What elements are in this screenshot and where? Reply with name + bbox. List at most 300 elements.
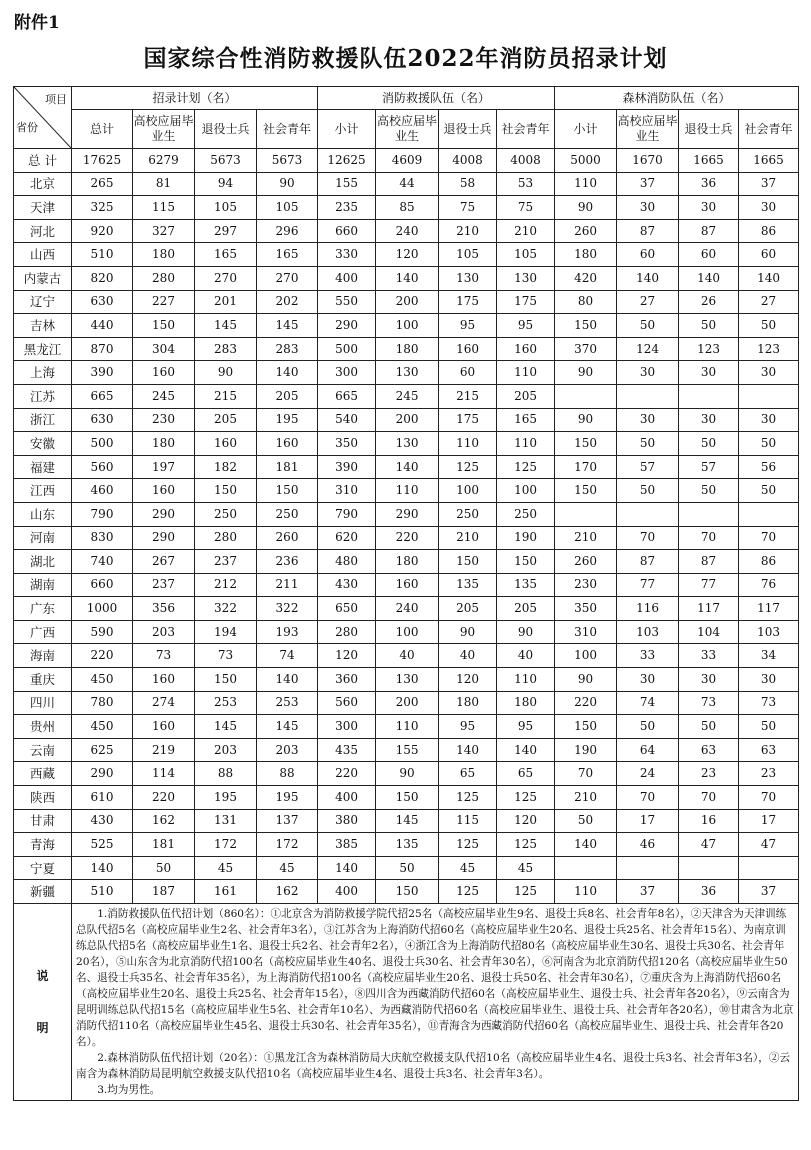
value-cell: 95: [497, 314, 555, 338]
value-cell: 135: [497, 573, 555, 597]
province-cell: 广东: [14, 597, 72, 621]
value-cell: 70: [739, 786, 799, 810]
notes-content: [72, 904, 799, 1101]
value-cell: 180: [555, 243, 617, 267]
value-cell: 33: [617, 644, 679, 668]
value-cell: 162: [257, 880, 318, 904]
province-cell: 上海: [14, 361, 72, 385]
value-cell: 140: [257, 361, 318, 385]
value-cell: 60: [439, 361, 497, 385]
province-cell: 湖北: [14, 550, 72, 574]
table-row: [14, 762, 799, 786]
group-header: 招录计划（名）: [72, 87, 318, 110]
value-cell: 150: [555, 479, 617, 503]
table-row: [14, 361, 799, 385]
value-cell: 17625: [72, 149, 133, 173]
table-row: [14, 479, 799, 503]
table-row: [14, 502, 799, 526]
value-cell: 86: [739, 219, 799, 243]
value-cell: 44: [376, 172, 439, 196]
value-cell: 260: [555, 219, 617, 243]
value-cell: [617, 502, 679, 526]
value-cell: 94: [195, 172, 257, 196]
sub-header: 社会青年: [739, 110, 799, 149]
value-cell: 630: [72, 408, 133, 432]
value-cell: 283: [195, 337, 257, 361]
value-cell: 1670: [617, 149, 679, 173]
value-cell: 145: [195, 314, 257, 338]
value-cell: 290: [318, 314, 376, 338]
value-cell: [555, 384, 617, 408]
value-cell: 125: [439, 833, 497, 857]
value-cell: 57: [679, 455, 739, 479]
value-cell: 172: [257, 833, 318, 857]
province-cell: 云南: [14, 738, 72, 762]
value-cell: 75: [497, 196, 555, 220]
value-cell: 356: [133, 597, 195, 621]
value-cell: 780: [72, 691, 133, 715]
value-cell: 90: [257, 172, 318, 196]
value-cell: 145: [376, 809, 439, 833]
value-cell: 525: [72, 833, 133, 857]
value-cell: 215: [195, 384, 257, 408]
value-cell: [739, 384, 799, 408]
value-cell: 240: [376, 597, 439, 621]
value-cell: 260: [555, 550, 617, 574]
value-cell: 100: [376, 314, 439, 338]
province-cell: 青海: [14, 833, 72, 857]
value-cell: 150: [555, 715, 617, 739]
value-cell: 219: [133, 738, 195, 762]
table-row: [14, 219, 799, 243]
value-cell: 230: [133, 408, 195, 432]
value-cell: 240: [376, 219, 439, 243]
value-cell: 203: [257, 738, 318, 762]
value-cell: 110: [376, 715, 439, 739]
value-cell: 830: [72, 526, 133, 550]
value-cell: 165: [257, 243, 318, 267]
value-cell: 161: [195, 880, 257, 904]
value-cell: 920: [72, 219, 133, 243]
table-row: [14, 550, 799, 574]
value-cell: 160: [439, 337, 497, 361]
value-cell: 250: [257, 502, 318, 526]
value-cell: 50: [679, 432, 739, 456]
value-cell: 50: [679, 314, 739, 338]
value-cell: 210: [555, 526, 617, 550]
value-cell: 125: [439, 880, 497, 904]
value-cell: 180: [133, 432, 195, 456]
value-cell: 205: [257, 384, 318, 408]
value-cell: 175: [497, 290, 555, 314]
value-cell: 435: [318, 738, 376, 762]
value-cell: 155: [376, 738, 439, 762]
sub-header: 小计: [555, 110, 617, 149]
value-cell: 70: [617, 526, 679, 550]
table-row: [14, 337, 799, 361]
value-cell: 120: [318, 644, 376, 668]
value-cell: 27: [739, 290, 799, 314]
province-cell: 山西: [14, 243, 72, 267]
value-cell: 87: [679, 550, 739, 574]
value-cell: 160: [133, 479, 195, 503]
sub-header: 退役士兵: [195, 110, 257, 149]
value-cell: 30: [617, 408, 679, 432]
value-cell: 90: [555, 361, 617, 385]
value-cell: 325: [72, 196, 133, 220]
value-cell: 440: [72, 314, 133, 338]
value-cell: 322: [195, 597, 257, 621]
value-cell: 87: [679, 219, 739, 243]
table-row: [14, 715, 799, 739]
value-cell: 4008: [497, 149, 555, 173]
value-cell: 40: [497, 644, 555, 668]
value-cell: 181: [257, 455, 318, 479]
value-cell: 165: [195, 243, 257, 267]
province-cell: 广西: [14, 620, 72, 644]
value-cell: 105: [497, 243, 555, 267]
value-cell: 560: [318, 691, 376, 715]
value-cell: 50: [133, 856, 195, 880]
value-cell: 125: [497, 786, 555, 810]
value-cell: 70: [679, 526, 739, 550]
value-cell: 430: [318, 573, 376, 597]
value-cell: 540: [318, 408, 376, 432]
province-cell: 重庆: [14, 668, 72, 692]
value-cell: 30: [617, 361, 679, 385]
value-cell: 380: [318, 809, 376, 833]
value-cell: 130: [439, 266, 497, 290]
province-cell: 江苏: [14, 384, 72, 408]
note-paragraph: 1.消防救援队伍代招计划（860名）：①北京含为消防救援学院代招25名（高校应届毕业生9名、退役士兵8名、社会青年8名），②天津含为天津训练总队代招5名（高校应届毕业生2名、社会青年3名），③江苏含为上海消防代招60名（高校应届毕业生20名、退役士兵25名、社会青年15名）、为南京训练总队代招5名（高校应届毕业生1名、退役士兵2名、社会青年2名），④浙江含为上海消防代招80名（高校应届毕业生30名、退役士兵30名、社会青年20名），⑤山东含为北京消防代招100名（高校应届毕业生40名、退役士兵30名、社会青年30名），⑥河南含为北京消防代招120名（高校应届毕业生50名、退役士兵35名、社会青年35名），为上海消防代招100名（高校应届毕业生20名、退役士兵50名、社会青年30名），⑦重庆含为上海消防代招60名（高校应届毕业生20名、退役士兵25名、社会青年15名），⑧四川含为西藏消防代招60名（高校应届毕业生、退役士兵、社会青年各20名），⑨云南含为昆明训练总队代招15名（高校应届毕业生5名、社会青年10名）、为西藏消防代招60名（高校应届毕业生、退役士兵、社会青年各20名），⑩甘肃含为北京消防代招110名（高校应届毕业生45名、退役士兵30名、社会青年35名），⑪青海含为西藏消防代招60名（高校应届毕业生、退役士兵、社会青年各20名）。: [76, 908, 794, 1048]
value-cell: 117: [679, 597, 739, 621]
attachment-label: 附件1: [14, 13, 60, 33]
value-cell: 140: [497, 738, 555, 762]
table-row: [14, 172, 799, 196]
value-cell: 160: [195, 432, 257, 456]
value-cell: 145: [195, 715, 257, 739]
value-cell: 124: [617, 337, 679, 361]
value-cell: 297: [195, 219, 257, 243]
value-cell: 24: [617, 762, 679, 786]
value-cell: 23: [679, 762, 739, 786]
value-cell: 58: [439, 172, 497, 196]
value-cell: 140: [739, 266, 799, 290]
value-cell: 300: [318, 361, 376, 385]
province-cell: 山东: [14, 502, 72, 526]
value-cell: 187: [133, 880, 195, 904]
table-row: [14, 455, 799, 479]
value-cell: 327: [133, 219, 195, 243]
value-cell: 270: [195, 266, 257, 290]
value-cell: 237: [195, 550, 257, 574]
value-cell: 23: [739, 762, 799, 786]
value-cell: 296: [257, 219, 318, 243]
value-cell: 65: [439, 762, 497, 786]
value-cell: 95: [497, 715, 555, 739]
value-cell: 203: [133, 620, 195, 644]
value-cell: 304: [133, 337, 195, 361]
province-cell: 福建: [14, 455, 72, 479]
value-cell: 74: [257, 644, 318, 668]
sub-header: 小计: [318, 110, 376, 149]
value-cell: 220: [555, 691, 617, 715]
value-cell: 30: [617, 668, 679, 692]
sub-header: 退役士兵: [439, 110, 497, 149]
value-cell: 110: [497, 361, 555, 385]
value-cell: 30: [739, 668, 799, 692]
value-cell: 123: [679, 337, 739, 361]
value-cell: 150: [195, 668, 257, 692]
table-row: [14, 644, 799, 668]
value-cell: 131: [195, 809, 257, 833]
group-header: 森林消防队伍（名）: [555, 87, 799, 110]
value-cell: [739, 856, 799, 880]
value-cell: 450: [72, 668, 133, 692]
value-cell: 450: [72, 715, 133, 739]
value-cell: 36: [679, 880, 739, 904]
value-cell: 250: [439, 502, 497, 526]
province-cell: 安徽: [14, 432, 72, 456]
value-cell: 180: [497, 691, 555, 715]
value-cell: 103: [739, 620, 799, 644]
value-cell: 45: [195, 856, 257, 880]
value-cell: 265: [72, 172, 133, 196]
table-row: [14, 786, 799, 810]
value-cell: 170: [555, 455, 617, 479]
value-cell: 665: [72, 384, 133, 408]
value-cell: [679, 502, 739, 526]
value-cell: 16: [679, 809, 739, 833]
corner-top-label: 项目: [45, 93, 67, 106]
value-cell: 650: [318, 597, 376, 621]
province-cell: 海南: [14, 644, 72, 668]
value-cell: 610: [72, 786, 133, 810]
value-cell: [617, 384, 679, 408]
value-cell: 460: [72, 479, 133, 503]
value-cell: 250: [195, 502, 257, 526]
value-cell: 150: [376, 786, 439, 810]
value-cell: 310: [555, 620, 617, 644]
value-cell: 105: [195, 196, 257, 220]
value-cell: 30: [679, 408, 739, 432]
value-cell: 740: [72, 550, 133, 574]
value-cell: 90: [555, 196, 617, 220]
province-cell: 河北: [14, 219, 72, 243]
value-cell: 120: [497, 809, 555, 833]
value-cell: 120: [376, 243, 439, 267]
value-cell: 46: [617, 833, 679, 857]
value-cell: 210: [497, 219, 555, 243]
value-cell: 130: [376, 361, 439, 385]
value-cell: 870: [72, 337, 133, 361]
table-row: [14, 243, 799, 267]
value-cell: 90: [376, 762, 439, 786]
value-cell: 165: [497, 408, 555, 432]
province-cell: 浙江: [14, 408, 72, 432]
value-cell: 95: [439, 314, 497, 338]
value-cell: 145: [257, 715, 318, 739]
note-paragraph: 3.均为男性。: [97, 1084, 161, 1096]
value-cell: 115: [133, 196, 195, 220]
value-cell: 140: [376, 266, 439, 290]
value-cell: 110: [497, 432, 555, 456]
province-cell: 内蒙古: [14, 266, 72, 290]
value-cell: 172: [195, 833, 257, 857]
value-cell: 100: [555, 644, 617, 668]
notes-row: [14, 904, 799, 1101]
value-cell: 47: [679, 833, 739, 857]
value-cell: 30: [739, 196, 799, 220]
value-cell: 70: [739, 526, 799, 550]
value-cell: 140: [376, 455, 439, 479]
value-cell: 30: [739, 408, 799, 432]
value-cell: 73: [679, 691, 739, 715]
value-cell: 130: [376, 668, 439, 692]
province-cell: 黑龙江: [14, 337, 72, 361]
value-cell: 150: [497, 550, 555, 574]
value-cell: 510: [72, 880, 133, 904]
value-cell: 50: [739, 479, 799, 503]
group-header: 消防救援队伍（名）: [318, 87, 555, 110]
value-cell: 30: [679, 361, 739, 385]
notes-label-char: 说: [36, 968, 49, 983]
value-cell: 85: [376, 196, 439, 220]
value-cell: 200: [376, 408, 439, 432]
value-cell: 50: [617, 479, 679, 503]
value-cell: 110: [555, 880, 617, 904]
value-cell: 400: [318, 880, 376, 904]
value-cell: 90: [555, 408, 617, 432]
table-row: [14, 856, 799, 880]
value-cell: 37: [739, 880, 799, 904]
value-cell: 70: [617, 786, 679, 810]
value-cell: 4008: [439, 149, 497, 173]
value-cell: 110: [376, 479, 439, 503]
value-cell: 86: [739, 550, 799, 574]
value-cell: 110: [439, 432, 497, 456]
sub-header: 高校应届毕业生: [376, 110, 439, 149]
value-cell: 203: [195, 738, 257, 762]
value-cell: 135: [439, 573, 497, 597]
value-cell: 45: [257, 856, 318, 880]
value-cell: 480: [318, 550, 376, 574]
sub-header: 社会青年: [497, 110, 555, 149]
value-cell: 283: [257, 337, 318, 361]
value-cell: 220: [376, 526, 439, 550]
value-cell: [739, 502, 799, 526]
value-cell: 215: [439, 384, 497, 408]
value-cell: 235: [318, 196, 376, 220]
value-cell: 500: [72, 432, 133, 456]
value-cell: 360: [318, 668, 376, 692]
value-cell: 560: [72, 455, 133, 479]
value-cell: 175: [439, 290, 497, 314]
table-row: [14, 597, 799, 621]
value-cell: 110: [555, 172, 617, 196]
table-row: [14, 149, 799, 173]
value-cell: 150: [195, 479, 257, 503]
value-cell: 36: [679, 172, 739, 196]
value-cell: 162: [133, 809, 195, 833]
notes-label: [14, 904, 72, 1101]
value-cell: 65: [497, 762, 555, 786]
value-cell: 150: [257, 479, 318, 503]
value-cell: 180: [376, 550, 439, 574]
value-cell: 40: [439, 644, 497, 668]
value-cell: 820: [72, 266, 133, 290]
value-cell: 27: [617, 290, 679, 314]
value-cell: 17: [739, 809, 799, 833]
value-cell: 197: [133, 455, 195, 479]
value-cell: 180: [439, 691, 497, 715]
value-cell: 114: [133, 762, 195, 786]
value-cell: 88: [195, 762, 257, 786]
value-cell: 12625: [318, 149, 376, 173]
value-cell: 5000: [555, 149, 617, 173]
table-row: [14, 290, 799, 314]
value-cell: 125: [497, 880, 555, 904]
value-cell: 212: [195, 573, 257, 597]
value-cell: 120: [439, 668, 497, 692]
value-cell: 63: [739, 738, 799, 762]
value-cell: 660: [318, 219, 376, 243]
value-cell: 140: [257, 668, 318, 692]
value-cell: 63: [679, 738, 739, 762]
value-cell: 155: [318, 172, 376, 196]
value-cell: 160: [257, 432, 318, 456]
value-cell: 390: [318, 455, 376, 479]
value-cell: 211: [257, 573, 318, 597]
value-cell: 81: [133, 172, 195, 196]
value-cell: 500: [318, 337, 376, 361]
table-row: [14, 266, 799, 290]
value-cell: 160: [376, 573, 439, 597]
value-cell: 181: [133, 833, 195, 857]
value-cell: 253: [257, 691, 318, 715]
value-cell: 630: [72, 290, 133, 314]
value-cell: 5673: [257, 149, 318, 173]
value-cell: 245: [376, 384, 439, 408]
value-cell: 90: [555, 668, 617, 692]
value-cell: 280: [133, 266, 195, 290]
value-cell: 30: [679, 196, 739, 220]
value-cell: 182: [195, 455, 257, 479]
value-cell: 227: [133, 290, 195, 314]
value-cell: 26: [679, 290, 739, 314]
value-cell: 140: [318, 856, 376, 880]
value-cell: 150: [555, 314, 617, 338]
value-cell: 175: [439, 408, 497, 432]
value-cell: 205: [439, 597, 497, 621]
value-cell: 290: [133, 526, 195, 550]
note-paragraph: 2.森林消防队伍代招计划（20名）：①黑龙江含为森林消防局大庆航空救援支队代招10名（高校应届毕业生4名、退役士兵3名、社会青年3名），②云南含为森林消防局昆明航空救援支队代招10名（高校应届毕业生4名、退役士兵3名、社会青年3名）。: [76, 1052, 791, 1080]
value-cell: 125: [497, 455, 555, 479]
value-cell: 200: [376, 290, 439, 314]
value-cell: 510: [72, 243, 133, 267]
value-cell: 267: [133, 550, 195, 574]
value-cell: 1665: [679, 149, 739, 173]
value-cell: 103: [617, 620, 679, 644]
value-cell: 110: [497, 668, 555, 692]
value-cell: 73: [739, 691, 799, 715]
value-cell: 310: [318, 479, 376, 503]
value-cell: 57: [617, 455, 679, 479]
value-cell: 195: [195, 786, 257, 810]
value-cell: 50: [739, 432, 799, 456]
value-cell: 77: [617, 573, 679, 597]
value-cell: 205: [497, 597, 555, 621]
